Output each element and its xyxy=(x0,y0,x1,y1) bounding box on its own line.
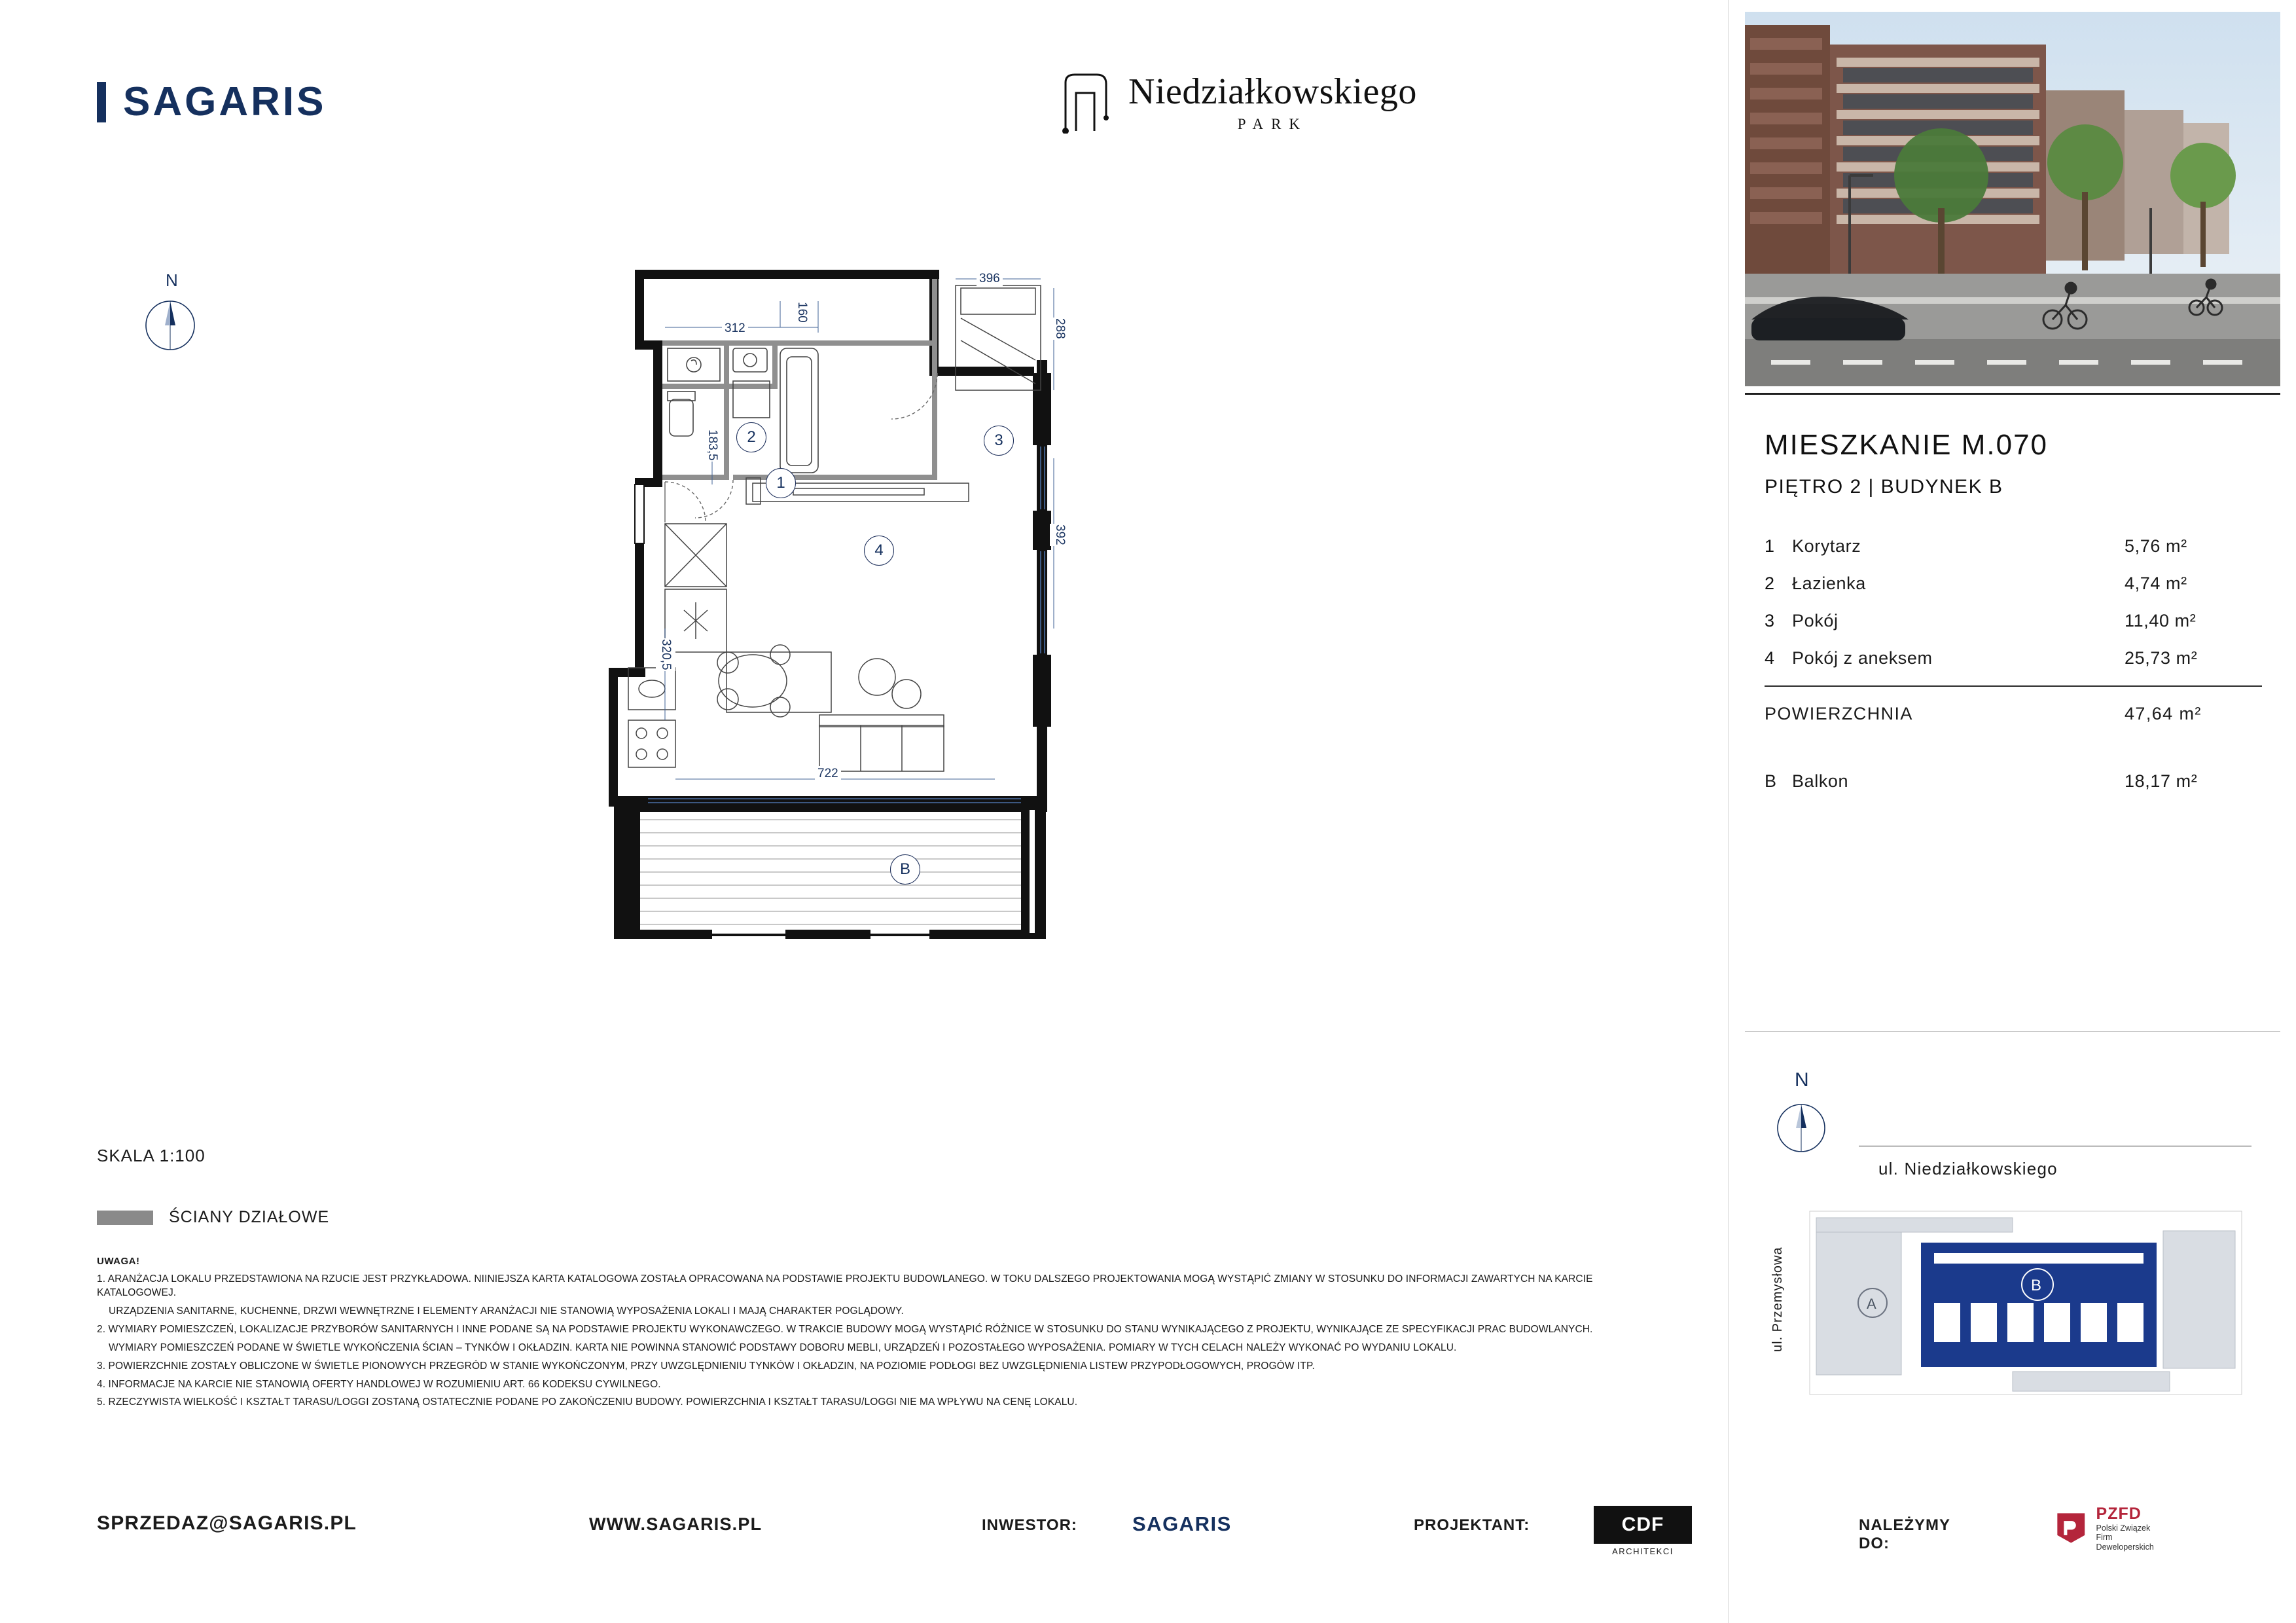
room-number: 4 xyxy=(1765,648,1775,668)
footer-designer-label: PROJEKTANT: xyxy=(1414,1516,1530,1534)
apartment-subtitle: PIĘTRO 2 | BUDYNEK B xyxy=(1765,476,2003,498)
room-name: Pokój xyxy=(1792,611,1839,630)
legend-label-partition-wall: ŚCIANY DZIAŁOWE xyxy=(169,1208,330,1226)
legend-swatch-partition-wall xyxy=(97,1211,153,1225)
room-number: 2 xyxy=(1765,574,1775,593)
room-row xyxy=(1765,611,2262,631)
room-badge-3: 3 xyxy=(984,426,1014,456)
room-area: 5,76 m² xyxy=(2125,536,2187,556)
room-number: 3 xyxy=(1765,611,1775,630)
room-badge-1: 1 xyxy=(766,468,796,498)
visualization-illustration xyxy=(1745,12,2280,386)
street-name-main: ul. Niedziałkowskiego xyxy=(1878,1159,2058,1178)
footer-member-label: NALEŻYMY DO: xyxy=(1859,1516,1950,1552)
niedzialkowskiego-park-mark xyxy=(1060,71,1111,134)
room-row xyxy=(1765,574,2262,594)
balcony-name: Balkon xyxy=(1792,771,1849,791)
total-label: POWIERZCHNIA xyxy=(1765,704,1913,723)
total-row xyxy=(1765,704,2262,724)
note-item: 5. RZECZYWISTA WIELKOŚĆ I KSZTAŁT TARASU/LOGGI ZOSTANĄ OSTATECZNIE PODANE PO ZAKOŃCZENIU BUDOWY. POWIERZCHNIA I KSZTAŁT TARASU/LOGGI NIE MA WPŁYWU NA CENĘ LOKALU. xyxy=(97,1396,1078,1408)
member-sub1: Polski Związek xyxy=(2096,1523,2151,1533)
compass-label: N xyxy=(166,272,178,290)
footer xyxy=(0,1493,2154,1571)
room-badge-4: 4 xyxy=(864,536,894,566)
apartment-info xyxy=(1765,429,2262,792)
room-badge-2: 2 xyxy=(736,422,766,452)
note-item: 4. INFORMACJE NA KARCIE NIE STANOWIĄ OFERTY HANDLOWEJ W ROZUMIENIU ART. 66 KODEKSU CYWILNEGO. xyxy=(97,1378,661,1390)
project-title: Niedziałkowskiego xyxy=(1128,71,1417,112)
note-item: WYMIARY POMIESZCZEŃ PODANE W ŚWIETLE WYKOŃCZENIA ŚCIAN – TYNKÓW I OKŁADZIN. KARTA NIE POWINNA STANOWIĆ PODSTAWY DOBORU MEBLI, URZĄDZEŃ I POZOSTAŁEGO WYPOSAŻENIA. POMIARY W TYCH CELACH NALEŻY WYKONAĆ PO WYDANIU LOKALU. xyxy=(109,1341,1457,1353)
footer-designer-sub: ARCHITEKCI xyxy=(1612,1546,1674,1556)
dimension-392: 392 xyxy=(1050,524,1069,546)
balcony-row xyxy=(1765,771,2262,792)
building-visualization xyxy=(1745,12,2280,386)
room-name: Łazienka xyxy=(1792,574,1866,593)
note-item: 1. ARANŻACJA LOKALU PRZEDSTAWIONA NA RZUCIE JEST PRZYKŁADOWA. NIINIEJSZA KARTA KATALOGOWA ZOSTAŁA OPRACOWANA NA PODSTAWIE PROJEKTU BUDOWLANEGO. W TOKU DALSZEGO PROJEKTOWANIA MOGĄ WYSTĄPIĆ ZMIANY W STOSUNKU DO INFORMACJI ZAWARTYCH NA KARCIE KATALOGOWEJ. xyxy=(97,1273,1593,1298)
room-area: 25,73 m² xyxy=(2125,648,2198,668)
footer-website[interactable]: WWW.SAGARIS.PL xyxy=(589,1514,762,1534)
panel-divider xyxy=(1745,393,2280,395)
dimension-312: 312 xyxy=(722,321,748,337)
site-map xyxy=(1797,1205,2255,1401)
apartment-title: MIESZKANIE M.070 xyxy=(1765,429,2049,461)
total-divider xyxy=(1765,685,2262,687)
room-row xyxy=(1765,648,2262,668)
footer-designer-logo: CDF xyxy=(1594,1506,1692,1544)
dimension-183-5: 183,5 xyxy=(702,429,722,462)
room-name: Pokój z aneksem xyxy=(1792,648,1933,668)
balcony-badge: B xyxy=(890,854,920,884)
legend xyxy=(97,1208,329,1227)
compass-north-icon xyxy=(134,272,206,357)
footer-investor-label: INWESTOR: xyxy=(982,1516,1077,1534)
dimension-288: 288 xyxy=(1050,318,1069,340)
dimension-396: 396 xyxy=(977,271,1003,287)
compass-label-location: N xyxy=(1795,1070,1809,1091)
room-list xyxy=(1765,536,2262,792)
dimension-722: 722 xyxy=(815,766,841,782)
room-row xyxy=(1765,536,2262,556)
room-area: 11,40 m² xyxy=(2125,611,2197,630)
location-divider xyxy=(1745,1031,2280,1032)
room-number: 1 xyxy=(1765,536,1775,556)
floorplan-drawing xyxy=(537,262,1270,1067)
note-item: URZĄDZENIA SANITARNE, KUCHENNE, DRZWI WEWNĘTRZNE I ELEMENTY ARANŻACJI NIE STANOWIĄ WYPOSAŻENIA LOKALI I MAJĄ CHARAKTER POGLĄDOWY. xyxy=(109,1305,904,1317)
member-sub2: Firm Deweloperskich xyxy=(2096,1533,2154,1552)
dimension-160: 160 xyxy=(792,301,812,323)
site-map-building-b: B xyxy=(2031,1277,2042,1294)
project-logo xyxy=(1060,71,1417,134)
compass-north-icon-location xyxy=(1767,1070,1839,1159)
note-item: 2. WYMIARY POMIESZCZEŃ, LOKALIZACJE PRZYBORÓW SANITARNYCH I INNE PODANE SĄ NA PODSTAWIE PROJEKTU WYKONAWCZEGO. W TRAKCIE BUDOWY MOGĄ WYSTĄPIĆ RÓŻNICE W STOSUNKU DO STANU WYNIKAJĄCEGO Z PROJEKTU, WYNIKAJĄCE ZE SPECYFIKACJI PRAC BUDOWLANYCH. xyxy=(97,1323,1593,1335)
balcony-area: 18,17 m² xyxy=(2125,771,2198,791)
sagaris-logo: SAGARIS xyxy=(97,82,326,122)
dimension-320-5: 320,5 xyxy=(656,638,675,671)
notes-title: UWAGA! xyxy=(97,1256,140,1267)
floorplan xyxy=(537,262,1270,1067)
site-map-building-a: A xyxy=(1867,1296,1876,1312)
note-item: 3. POWIERZCHNIE ZOSTAŁY OBLICZONE W ŚWIETLE PIONOWYCH PRZEGRÓD W STANIE WYKOŃCZONYM, PRZY UWZGLĘDNIENIU TYNKÓW I OKŁADZIN, NA POZIOMIE PODŁOGI BEZ UWZGLĘDNIENIA LISTEW PRZYPODŁOGOWYCH, PROGÓW ITP. xyxy=(97,1360,1315,1372)
room-name: Korytarz xyxy=(1792,536,1861,556)
site-map-drawing xyxy=(1797,1205,2255,1401)
project-subtitle: PARK xyxy=(1237,115,1308,132)
room-area: 4,74 m² xyxy=(2125,574,2187,593)
scale-label: SKALA 1:100 xyxy=(97,1146,206,1165)
street-name-side: ul. Przemysłowa xyxy=(1770,1247,1785,1352)
footer-email[interactable]: SPRZEDAZ@SAGARIS.PL xyxy=(97,1512,357,1534)
balcony-letter: B xyxy=(1765,771,1777,791)
footer-investor-name: SAGARIS xyxy=(1132,1512,1232,1535)
total-area: 47,64 m² xyxy=(2125,704,2202,723)
notes-block xyxy=(97,1256,1674,1414)
member-name: PZFD xyxy=(2096,1504,2142,1523)
